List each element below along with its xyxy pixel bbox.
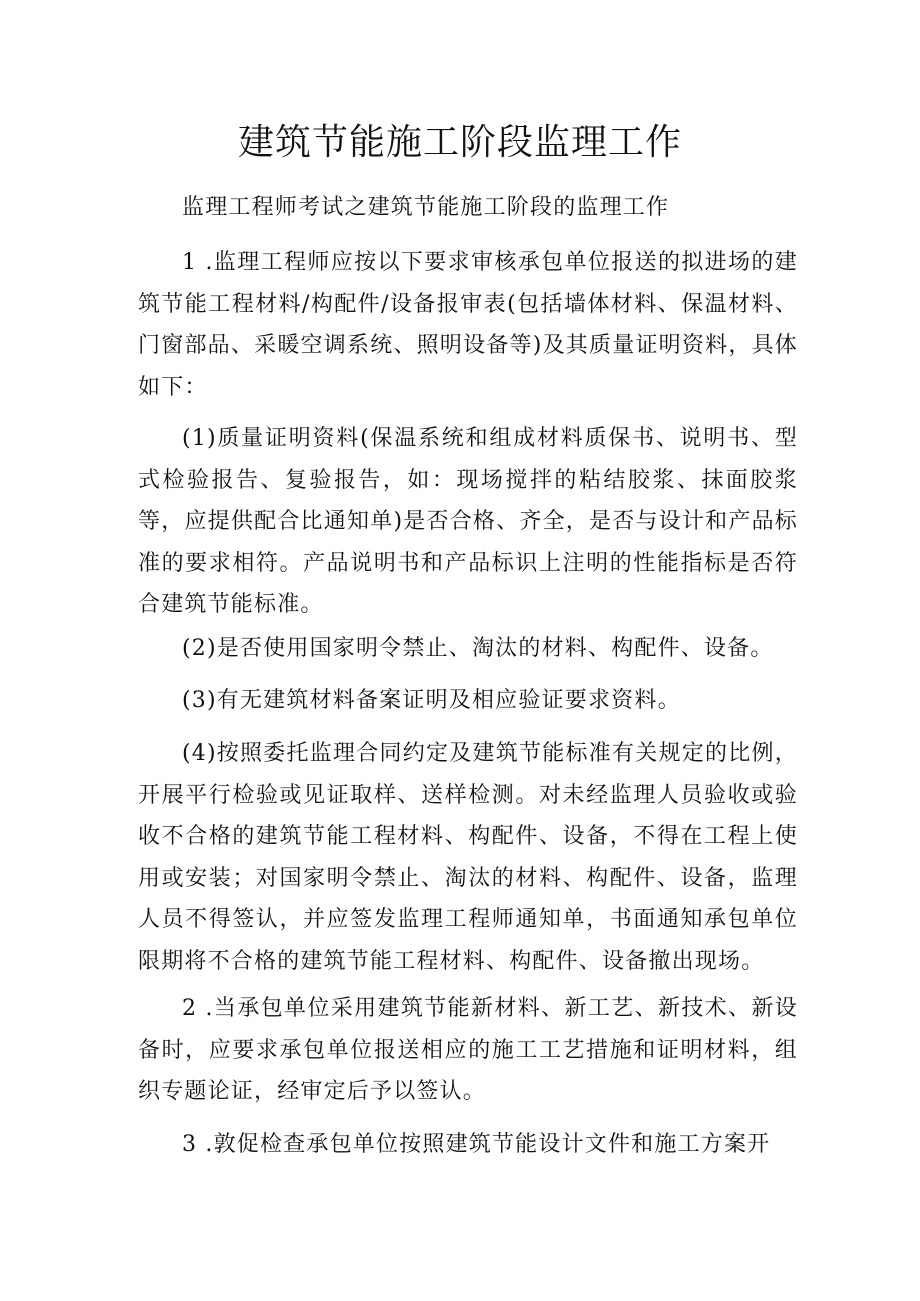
paragraph-text: (4)按照委托监理合同约定及建筑节能标准有关规定的比例，开展平行检验或见证取样、送样检测。对未经监理人员验收或验收不合格的建筑节能工程材料、构配件、设备，不得在工程上使用或安装；对国家明令禁止、淘汰的材料、构配件、设备，监理人员不得签认，并应签发监理工程师通知单，书面通知承包单位限期将不合格的建筑节能工程材料、构配件、设备撤出现场。 [138, 741, 798, 974]
paragraph-text: 2 .当承包单位采用建筑节能新材料、新工艺、新技术、新设备时，应要求承包单位报送相应的施工工艺措施和证明材料，组织专题论证，经审定后予以签认。 [138, 996, 798, 1104]
paragraph-7 [138, 1124, 798, 1166]
paragraph-2 [138, 418, 798, 626]
paragraph-3 [138, 628, 798, 670]
paragraph-6 [138, 988, 798, 1113]
paragraph-text: 3 .敦促检查承包单位按照建筑节能设计文件和施工方案开 [182, 1132, 771, 1157]
paragraph-1 [138, 242, 798, 408]
paragraph-text: (2)是否使用国家明令禁止、淘汰的材料、构配件、设备。 [182, 636, 774, 661]
document-title: 建筑节能施工阶段监理工作 [237, 122, 682, 163]
paragraph-text: 1 .监理工程师应按以下要求审核承包单位报送的拟进场的建筑节能工程材料/构配件/设备报审表(包括墙体材料、保温材料、门窗部品、采暖空调系统、照明设备等)及其质量证明资料，具体如下： [138, 250, 798, 400]
document-subtitle [138, 187, 798, 229]
paragraph-5 [138, 733, 798, 982]
paragraph-text: (3)有无建筑材料备案证明及相应验证要求资料。 [182, 688, 681, 713]
paragraph-text: (1)质量证明资料(保温系统和组成材料质保书、说明书、型式检验报告、复验报告，如：现场搅拌的粘结胶浆、抹面胶浆等，应提供配合比通知单)是否合格、齐全，是否与设计和产品标准的要求相符。产品说明书和产品标识上注明的性能指标是否符合建筑节能标准。 [138, 426, 798, 617]
paragraph-4 [138, 680, 798, 722]
subtitle-text: 监理工程师考试之建筑节能施工阶段的监理工作 [182, 195, 670, 220]
